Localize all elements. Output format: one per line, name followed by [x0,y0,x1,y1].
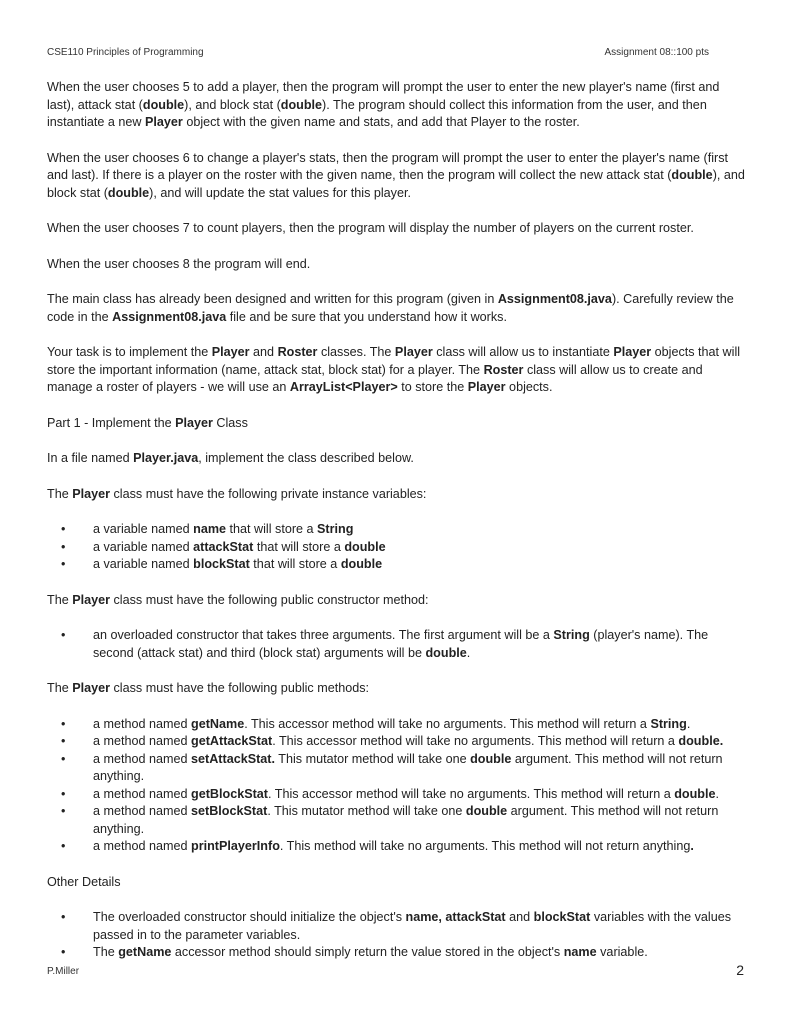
page-number: 2 [736,962,744,978]
list-item: • a method named setBlockStat. This mutator method will take one double argument. This method will not return anything. [61,804,719,836]
section-heading-other-details: Other Details [47,874,121,889]
list-item: • a method named setAttackStat. This mutator method will take one double argument. This method will not return anything. [61,751,723,783]
list-item: • a method named printPlayerInfo. This method will take no arguments. This method will not return anything. [61,839,694,853]
list-constructor [47,627,747,662]
paragraph-constructor-intro: The Player class must have the following public constructor method: [47,592,429,607]
paragraph-add-player: When the user chooses 5 to add a player, then the program will prompt the user to enter the new player's name (first and last), attack stat (double), and block stat (double). The program should collect this information from the user, and then instantiate a new Player object with the given name and stats, and add that Player to the roster. [47,80,720,129]
list-methods [47,716,747,856]
list-item: • a variable named attackStat that will store a double [61,539,386,554]
section-heading-part1: Part 1 - Implement the Player Class [47,415,248,430]
paragraph-end-program: When the user chooses 8 the program will end. [47,256,311,271]
paragraph-instance-vars: The Player class must have the following private instance variables: [47,486,427,501]
list-item: • a method named getAttackStat. This accessor method will take no arguments. This method will return a double. [61,734,724,748]
list-item: • an overloaded constructor that takes three arguments. The first argument will be a String (player's name). The second (attack stat) and third (block stat) arguments will be double. [61,628,709,660]
list-item: • a variable named name that will store a String [61,522,354,536]
header-assignment: Assignment 08::100 pts [604,47,709,58]
footer-author: P.Miller [47,966,80,977]
header-course: CSE110 Principles of Programming [47,47,204,58]
paragraph-count-players: When the user chooses 7 to count players, then the program will display the number of players on the current roster. [47,221,694,235]
paragraph-task: Your task is to implement the Player and Roster classes. The Player class will allow us to instantiate Player objects that will store the important information (name, attack stat, block stat) for a player. The Roster class will allow us to create and manage a roster of players - we will use an ArrayList<Player> to store the Player objects. [47,345,741,394]
paragraph-methods-intro: The Player class must have the following public methods: [47,681,370,695]
list-item: • The overloaded constructor should initialize the object's name, attackStat and blockStat variables with the values passed in to the parameter variables. [61,910,732,942]
document-body [47,79,747,962]
list-item: • a method named getName. This accessor method will take no arguments. This method will return a String. [61,716,691,731]
paragraph-player-file: In a file named Player.java, implement the class described below. [47,451,414,465]
paragraph-main-class: The main class has already been designed and written for this program (given in Assignment08.java). Carefully review the code in the Assignment08.java file and be sure that you understand how it works. [47,292,734,324]
paragraph-change-stats: When the user chooses 6 to change a player's stats, then the program will prompt the user to enter the player's name (first and last). If there is a player on the roster with the given name, then the program will collect the new attack stat (double), and block stat (double), and will update the stat values for this player. [47,150,745,200]
list-other-details [47,909,747,962]
list-item: • a method named getBlockStat. This accessor method will take no arguments. This method will return a double. [61,786,719,801]
list-item: • a variable named blockStat that will store a double [61,557,383,571]
list-item: • The getName accessor method should simply return the value stored in the object's name variable. [61,945,648,959]
list-instance-vars [47,521,747,574]
